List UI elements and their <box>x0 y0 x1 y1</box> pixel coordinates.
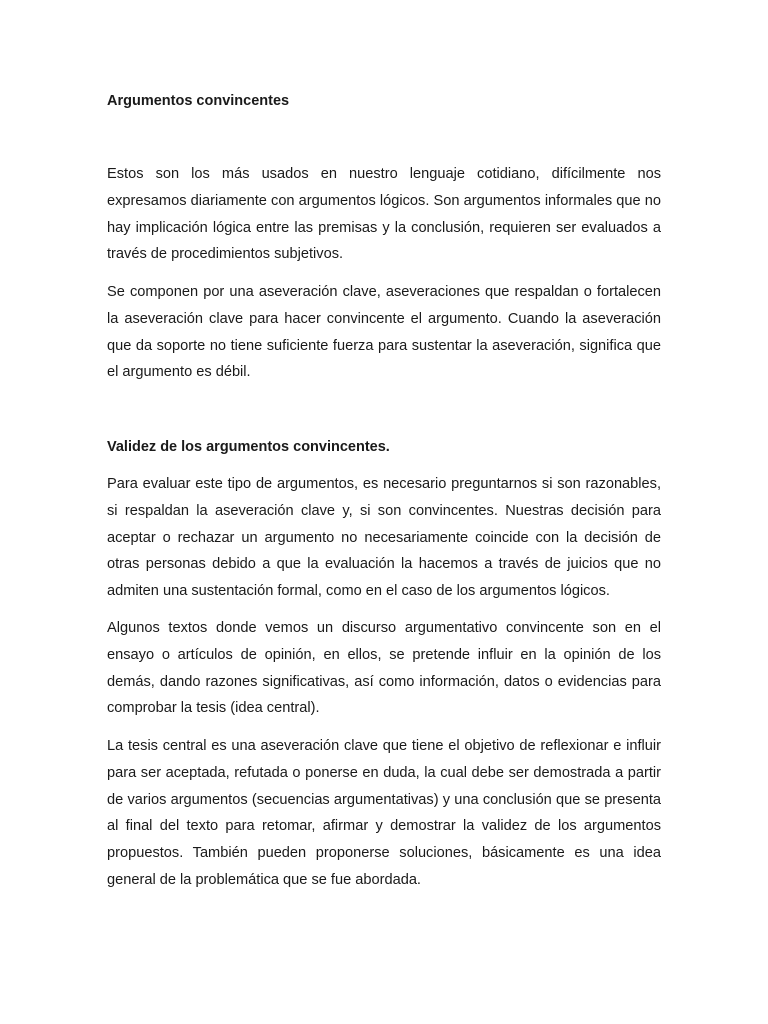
paragraph-5: La tesis central es una aseveración clave que tiene el objetivo de reflexionar e influir para ser aceptada, refutada o ponerse en duda, la cual debe ser demostrada a partir de varios argumentos (secuencias argumentativas) y una conclusión que se presenta al final del texto para retomar, afirmar y demostrar la validez de los argumentos propuestos. También pueden proponerse soluciones, básicamente es una idea general de la problemática que se fue abordada. <box>107 738 661 888</box>
paragraph-4: Algunos textos donde vemos un discurso argumentativo convincente son en el ensayo o artículos de opinión, en ellos, se pretende influir en la opinión de los demás, dando razones significativas, así como información, datos o evidencias para comprobar la tesis (idea central). <box>107 620 661 717</box>
paragraph-1: Estos son los más usados en nuestro lenguaje cotidiano, difícilmente nos expresamos diariamente con argumentos lógicos. Son argumentos informales que no hay implicación lógica entre las premisas y la conclusión, requieren ser evaluados a través de procedimientos subjetivos. <box>107 166 661 263</box>
paragraph-2: Se componen por una aseveración clave, aseveraciones que respaldan o fortalecen la aseveración clave para hacer convincente el argumento. Cuando la aseveración que da soporte no tiene suficiente fuerza para sustentar la aseveración, significa que el argumento es débil. <box>107 284 661 381</box>
heading-argumentos-convincentes: Argumentos convincentes <box>107 93 290 109</box>
heading-validez: Validez de los argumentos convincentes. <box>107 439 390 455</box>
paragraph-3: Para evaluar este tipo de argumentos, es necesario preguntarnos si son razonables, si respaldan la aseveración clave y, si son convincentes. Nuestras decisión para aceptar o rechazar un argumento no necesariamente coincide con la decisión de otras personas debido a que la evaluación la hacemos a través de juicios que no admiten una sustentación formal, como en el caso de los argumentos lógicos. <box>107 476 661 600</box>
